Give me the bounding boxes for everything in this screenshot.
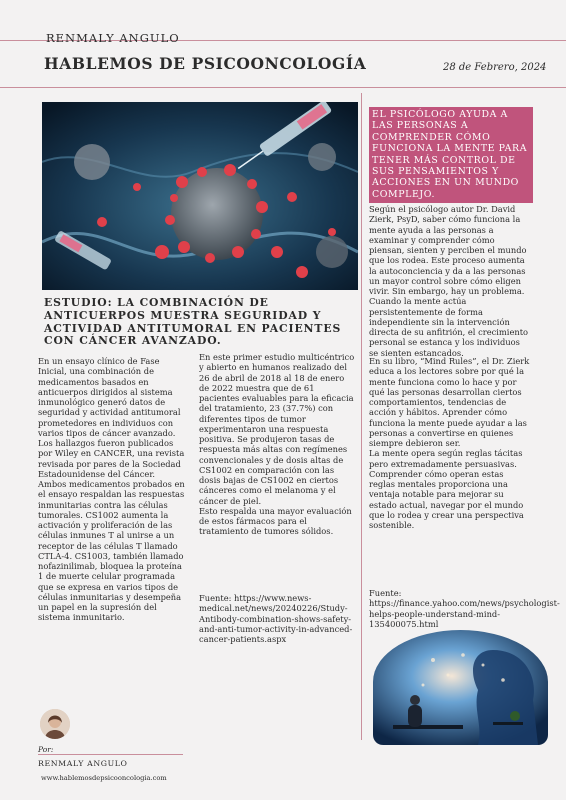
sidebar-headline: EL PSICÓLOGO AYUDA A LAS PERSONAS A COMPRENDER CÓMO FUNCIONA LA MENTE PARA TENER MÁS CONTROL DE SUS PENSAMIENTOS Y ACCIONES EN UN MUNDO COMPLEJO. [369, 107, 533, 203]
sidebar-paragraph-1: Según el psicólogo autor Dr. David Zierk, PsyD, saber cómo funciona la mente ayuda a las personas a examinar y comprender cómo piensan, sienten y perciben el mundo que los rodea. Este proceso aumenta la autoconciencia y da a las personas un mayor control sobre cómo eligen vivir. Sin embargo, hay un problema. Cuando la mente actúa persistentemente de forma independiente sin la intervención directa de su anfitrión, el crecimiento personal se estanca y los individuos se sienten estancados. [369, 204, 529, 358]
sidebar-paragraph-2: En su libro, “Mind Rules”, el Dr. Zierk educa a los lectores sobre por qué la mente funciona como lo hace y por qué las personas desarrollan ciertos comportamientos, tendencias de acción y hábitos. Aprender cómo funciona la mente puede ayudar a las personas a convertirse en quienes siempre debieron ser. La mente opera según reglas tácitas pero extremadamente persuasivas. Comprender cómo operan estas reglas mentales proporciona una ventaja notable para mejorar su estado actual, navegar por el mundo que lo rodea y crear una perspectiva sostenible. [369, 356, 530, 530]
mind-illustration [373, 630, 548, 745]
header-rule [0, 87, 566, 88]
footer-author: RENMALY ANGULO [38, 759, 128, 768]
article-title: ESTUDIO: LA COMBINACIÓN DE ANTICUERPOS MUESTRA SEGURIDAD Y ACTIVIDAD ANTITUMORAL EN PACIENTES CON CÁNCER AVANZADO. [44, 296, 342, 348]
website-link[interactable]: www.hablemosdepsicooncologia.com [41, 774, 167, 782]
article-column-1: En un ensayo clínico de Fase Inicial, una combinación de medicamentos basados en anticuerpos dirigidos al sistema inmunológico generó datos de seguridad y actividad antitumoral prometedores en individuos con varios tipos de cáncer avanzado. Los hallazgos fueron publicados por Wiley en CANCER, una revista revisada por pares de la Sociedad Estadounidense del Cáncer. Ambos medicamentos probados en el ensayo respaldan las respuestas inmunitarias contra las células tumorales. CS1002 aumenta la activación y proliferación de las células inmunes T al unirse a un receptor de las células T llamado CTLA-4. CS1003, también llamado nofazinilimab, bloquea la proteína 1 de muerte celular programada que se expresa en varios tipos de células inmunitarias y desempeña un papel en la supresión del sistema inmunitario. [38, 356, 185, 623]
byline-label: Por: [38, 745, 54, 754]
article-column-2: En este primer estudio multicéntrico y abierto en humanos realizado del 26 de abril de 2018 al 18 de enero de 2022 muestra que de 61 pacientes evaluables para la eficacia del tratamiento, 23 (37.7%) con diferentes tipos de tumor experimentaron una respuesta positiva. Se produjeron tasas de respuesta más altas con regímenes convencionales y de dosis altas de CS1002 en comparación con las dosis bajas de CS1002 en ciertos cánceres como el melanoma y el cáncer de piel. Esto respalda una mayor evaluación de estos fármacos para el tratamiento de tumores sólidos. [199, 352, 355, 537]
author-avatar [40, 709, 70, 739]
column-divider [361, 93, 362, 740]
header-author: RENMALY ANGULO [46, 31, 180, 45]
sidebar-source: Fuente: https://finance.yahoo.com/news/psychologist-helps-people-understand-mind-135400075.html [369, 588, 560, 629]
publish-date: 28 de Febrero, 2024 [443, 62, 547, 73]
hero-image [42, 102, 358, 290]
footer-rule [38, 754, 183, 755]
blog-title: HABLEMOS DE PSICOONCOLOGÍA [44, 54, 367, 73]
article-source: Fuente: https://www.news-medical.net/news/20240226/Study-Antibody-combination-shows-safety-and-anti-tumor-activity-in-advanced-cancer-patients.aspx [199, 593, 353, 644]
